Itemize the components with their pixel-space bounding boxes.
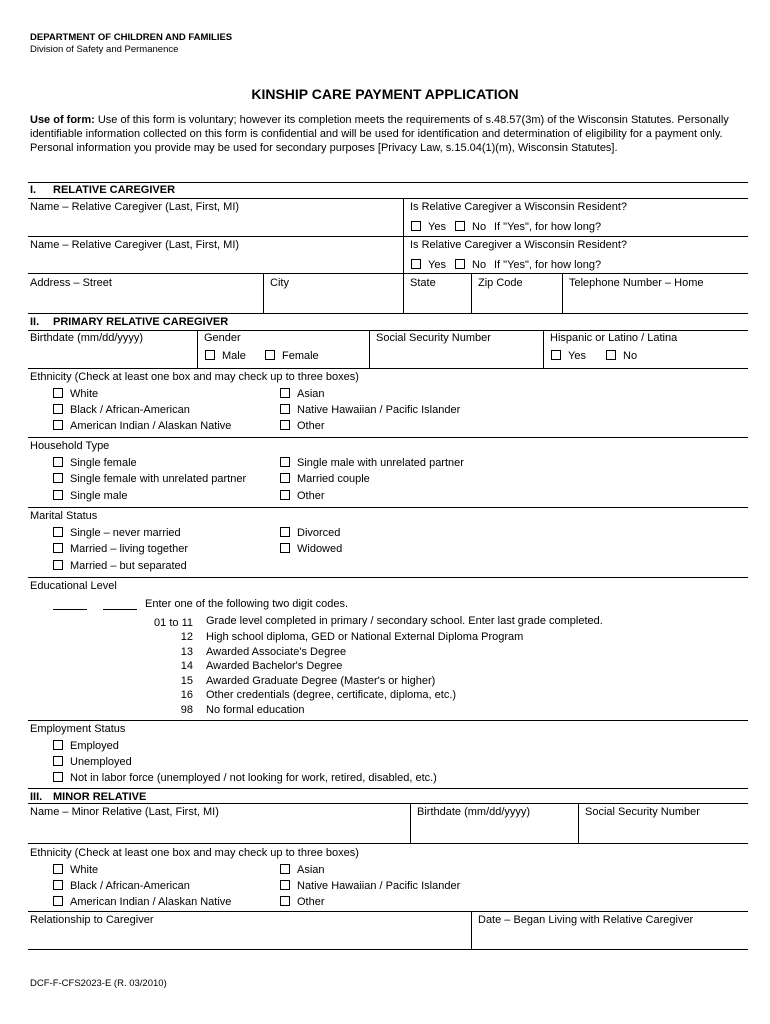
edu-code: 12 — [180, 631, 193, 643]
minor-birthdate-label: Birthdate (mm/dd/yyyy) — [417, 806, 531, 818]
minor-eth-hawaiian-label: Native Hawaiian / Pacific Islander — [297, 880, 461, 892]
ms-single-label: Single – never married — [70, 527, 181, 539]
household-label: Household Type — [30, 440, 110, 452]
ms-married-together-checkbox[interactable] — [53, 543, 63, 553]
eth-other-checkbox[interactable] — [280, 420, 290, 430]
minor-eth-other-label: Other — [297, 896, 325, 908]
section-2-title: PRIMARY RELATIVE CAREGIVER — [53, 316, 229, 328]
emp-employed-label: Employed — [70, 740, 119, 752]
ssn-divider — [543, 330, 544, 368]
ssn-label: Social Security Number — [376, 332, 491, 344]
minor-eth-hawaiian-checkbox[interactable] — [280, 880, 290, 890]
section-1-header-rule — [28, 198, 748, 199]
zip-label: Zip Code — [478, 277, 523, 289]
edu-label: Educational Level — [30, 580, 117, 592]
minor-eth-asian-checkbox[interactable] — [280, 864, 290, 874]
section-3-header-rule — [28, 803, 748, 804]
hh-single-female-label: Single female — [70, 457, 137, 469]
row-rule — [28, 507, 748, 508]
row-rule — [28, 720, 748, 721]
section-3-bottom-rule — [28, 949, 748, 950]
state-label: State — [410, 277, 436, 289]
ms-married-together-label: Married – living together — [70, 543, 189, 555]
section-2-number: II. — [30, 316, 40, 328]
gender-label: Gender — [204, 332, 241, 344]
hh-single-male-partner-label: Single male with unrelated partner — [297, 457, 464, 469]
emp-employed-checkbox[interactable] — [53, 740, 63, 750]
emp-unemployed-checkbox[interactable] — [53, 756, 63, 766]
city-divider — [403, 273, 404, 313]
relationship-label: Relationship to Caregiver — [30, 914, 154, 926]
section-2-header-rule — [28, 330, 748, 331]
hh-married-checkbox[interactable] — [280, 473, 290, 483]
resident-yes-label: Yes — [428, 221, 446, 233]
eth-hawaiian-label: Native Hawaiian / Pacific Islander — [297, 404, 461, 416]
resident-question: Is Relative Caregiver a Wisconsin Resident? — [410, 201, 628, 213]
ms-married-separated-checkbox[interactable] — [53, 560, 63, 570]
hispanic-label: Hispanic or Latino / Latina — [550, 332, 678, 344]
division-name: Division of Safety and Permanence — [30, 44, 179, 55]
hh-single-female-partner-label: Single female with unrelated partner — [70, 473, 247, 485]
edu-desc: Awarded Graduate Degree (Master's or higher) — [206, 675, 436, 687]
resident-how-long: If "Yes", for how long? — [494, 221, 602, 233]
hispanic-no-label: No — [623, 350, 638, 362]
resident-yes-checkbox[interactable] — [411, 221, 421, 231]
eth-native-checkbox[interactable] — [53, 420, 63, 430]
eth-asian-label: Asian — [297, 388, 325, 400]
form-number: DCF-F-CFS2023-E (R. 03/2010) — [30, 978, 167, 989]
use-of-form-label: Use of form: — [30, 114, 95, 126]
resident-yes-label-2: Yes — [428, 259, 446, 271]
minor-eth-other-checkbox[interactable] — [280, 896, 290, 906]
gender-divider — [369, 330, 370, 368]
birthdate-label: Birthdate (mm/dd/yyyy) — [30, 332, 144, 344]
address-divider — [263, 273, 264, 313]
edu-code: 13 — [180, 646, 193, 658]
ms-married-separated-label: Married – but separated — [70, 560, 187, 572]
edu-digit-1-field[interactable] — [53, 609, 87, 610]
hh-married-label: Married couple — [297, 473, 370, 485]
edu-desc: Awarded Bachelor's Degree — [206, 660, 343, 672]
resident-no-label: No — [472, 221, 487, 233]
row-rule — [28, 577, 748, 578]
row-rule — [28, 368, 748, 369]
minor-ethnicity-label: Ethnicity (Check at least one box and may check up to three boxes) — [30, 847, 359, 859]
minor-name-label: Name – Minor Relative (Last, First, MI) — [30, 806, 219, 818]
hh-single-male-checkbox[interactable] — [53, 490, 63, 500]
gender-female-label: Female — [282, 350, 319, 362]
edu-code: 98 — [180, 704, 193, 716]
ms-widowed-checkbox[interactable] — [280, 543, 290, 553]
gender-female-checkbox[interactable] — [265, 350, 275, 360]
date-began-label: Date – Began Living with Relative Caregiver — [478, 914, 694, 926]
resident-no-checkbox-2[interactable] — [455, 259, 465, 269]
ms-widowed-label: Widowed — [297, 543, 343, 555]
section-3-title: MINOR RELATIVE — [53, 791, 147, 803]
department-name: DEPARTMENT OF CHILDREN AND FAMILIES — [30, 32, 233, 43]
emp-unemployed-label: Unemployed — [70, 756, 132, 768]
minor-eth-black-checkbox[interactable] — [53, 880, 63, 890]
emp-label: Employment Status — [30, 723, 126, 735]
hh-single-female-partner-checkbox[interactable] — [53, 473, 63, 483]
gender-male-label: Male — [222, 350, 246, 362]
edu-desc: No formal education — [206, 704, 305, 716]
hh-single-female-checkbox[interactable] — [53, 457, 63, 467]
caregiver-name-label: Name – Relative Caregiver (Last, First, MI) — [30, 201, 240, 213]
city-label: City — [270, 277, 289, 289]
row-rule — [28, 843, 748, 844]
minor-eth-asian-label: Asian — [297, 864, 325, 876]
row-rule — [28, 273, 748, 274]
minor-eth-white-label: White — [70, 864, 99, 876]
resident-yes-checkbox-2[interactable] — [411, 259, 421, 269]
minor-name-divider — [410, 803, 411, 843]
minor-eth-white-checkbox[interactable] — [53, 864, 63, 874]
ms-divorced-checkbox[interactable] — [280, 527, 290, 537]
state-divider — [471, 273, 472, 313]
form-title: KINSHIP CARE PAYMENT APPLICATION — [251, 86, 519, 102]
eth-hawaiian-checkbox[interactable] — [280, 404, 290, 414]
edu-desc: High school diploma, GED or National External Diploma Program — [206, 631, 524, 643]
section-2-top-rule — [28, 313, 748, 314]
minor-eth-native-checkbox[interactable] — [53, 896, 63, 906]
hh-other-label: Other — [297, 490, 325, 502]
section-1-number: I. — [30, 184, 37, 196]
ethnicity-label: Ethnicity (Check at least one box and may check up to three boxes) — [30, 371, 359, 383]
section-3-number: III. — [30, 791, 43, 803]
eth-white-checkbox[interactable] — [53, 388, 63, 398]
gender-male-checkbox[interactable] — [205, 350, 215, 360]
edu-desc: Grade level completed in primary / secondary school. Enter last grade completed. — [206, 615, 603, 627]
caregiver-name-label-2: Name – Relative Caregiver (Last, First, MI) — [30, 239, 240, 251]
minor-ssn-label: Social Security Number — [585, 806, 700, 818]
section-1-top-rule — [28, 182, 748, 183]
section-1-title: RELATIVE CAREGIVER — [53, 184, 176, 196]
marital-label: Marital Status — [30, 510, 98, 522]
edu-desc: Other credentials (degree, certificate, diploma, etc.) — [206, 689, 457, 701]
birthdate-divider — [197, 330, 198, 368]
eth-native-label: American Indian / Alaskan Native — [70, 420, 232, 432]
emp-not-in-labor-label: Not in labor force (unemployed / not looking for work, retired, disabled, etc.) — [70, 772, 437, 784]
minor-eth-native-label: American Indian / Alaskan Native — [70, 896, 232, 908]
hispanic-yes-checkbox[interactable] — [551, 350, 561, 360]
use-of-form-text — [30, 113, 745, 155]
eth-other-label: Other — [297, 420, 325, 432]
eth-asian-checkbox[interactable] — [280, 388, 290, 398]
edu-instruction: Enter one of the following two digit codes. — [145, 598, 349, 610]
minor-birthdate-divider — [578, 803, 579, 843]
address-label: Address – Street — [30, 277, 112, 289]
resident-no-checkbox[interactable] — [455, 221, 465, 231]
edu-code: 15 — [180, 675, 193, 687]
resident-question-2: Is Relative Caregiver a Wisconsin Resident? — [410, 239, 628, 251]
section-3-top-rule — [28, 788, 748, 789]
hispanic-no-checkbox[interactable] — [606, 350, 616, 360]
use-of-form-body: Use of this form is voluntary; however its completion meets the requirements of s.48.57(3m) of the Wisconsin Statutes. Personally identifiable information collected on this form is confidential and will be used for identification and determination of eligibility for a payment only. Personal information you provide may be used for secondary purposes [Privacy Law, s.15.04(1)(m), Wisconsin Statutes]. — [30, 114, 729, 154]
row-rule — [28, 236, 748, 237]
resident-how-long-2: If "Yes", for how long? — [494, 259, 602, 271]
resident-no-label-2: No — [472, 259, 487, 271]
edu-digit-2-field[interactable] — [103, 609, 137, 610]
eth-white-label: White — [70, 388, 99, 400]
phone-label: Telephone Number – Home — [569, 277, 704, 289]
hh-single-male-label: Single male — [70, 490, 128, 502]
row-rule — [28, 437, 748, 438]
zip-divider — [562, 273, 563, 313]
relationship-divider — [471, 911, 472, 949]
edu-code: 01 to 11 — [154, 617, 193, 629]
eth-black-label: Black / African-American — [70, 404, 190, 416]
ms-divorced-label: Divorced — [297, 527, 341, 539]
eth-black-checkbox[interactable] — [53, 404, 63, 414]
ms-single-checkbox[interactable] — [53, 527, 63, 537]
edu-code: 16 — [180, 689, 193, 701]
emp-not-in-labor-checkbox[interactable] — [53, 772, 63, 782]
hh-other-checkbox[interactable] — [280, 490, 290, 500]
row-rule — [28, 911, 748, 912]
hh-single-male-partner-checkbox[interactable] — [280, 457, 290, 467]
edu-desc: Awarded Associate's Degree — [206, 646, 347, 658]
hispanic-yes-label: Yes — [568, 350, 586, 362]
minor-eth-black-label: Black / African-American — [70, 880, 190, 892]
edu-code: 14 — [180, 660, 193, 672]
